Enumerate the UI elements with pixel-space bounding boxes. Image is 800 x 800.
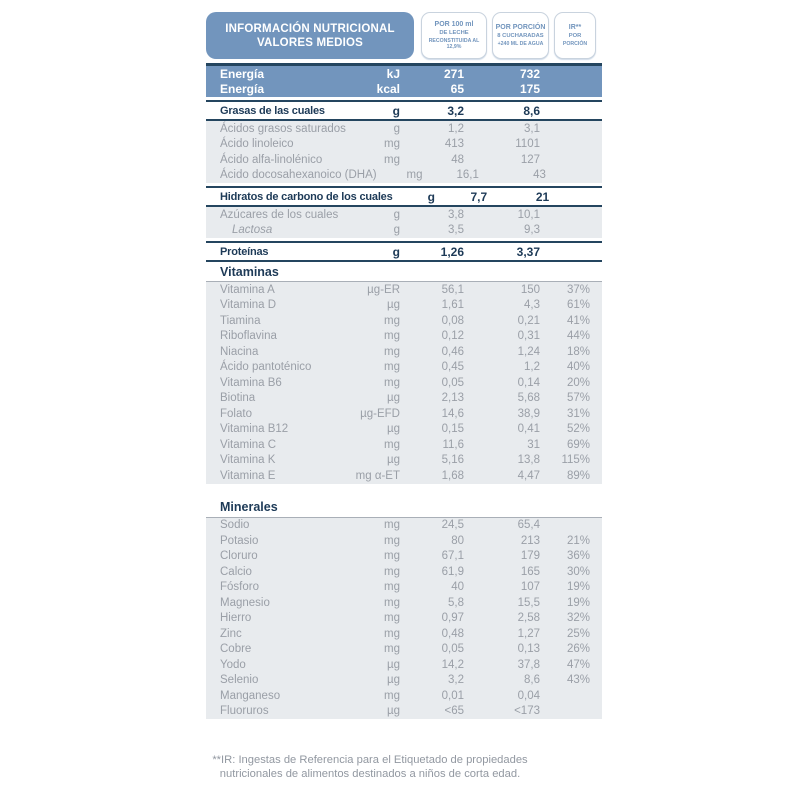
cell-label: Lactosa <box>232 224 273 237</box>
cell-unit: mg <box>384 689 400 702</box>
column-header-tab-3 <box>554 12 596 59</box>
nutrient-row <box>206 453 602 469</box>
nutrition-title-box <box>206 12 414 59</box>
nutrient-row <box>206 121 602 137</box>
cell-unit: mg <box>384 550 400 563</box>
cell-ir: 43% <box>566 674 590 687</box>
cell-unit: g <box>392 244 400 259</box>
cell-v1: 67,1 <box>441 550 464 563</box>
cell-ir: 20% <box>566 376 590 389</box>
cell-v1: 40 <box>451 581 464 594</box>
cell-v2: 0,21 <box>517 314 540 327</box>
cell-v2: 127 <box>520 153 540 166</box>
column-header-line: POR 100 ml <box>434 21 474 28</box>
cell-label: Energía <box>220 66 265 81</box>
nutrient-row <box>206 223 602 239</box>
cell-label: Ácido pantoténico <box>220 361 312 374</box>
nutrient-row <box>206 657 602 673</box>
cell-unit: mg <box>384 314 400 327</box>
cell-unit: µg <box>386 299 400 312</box>
column-header-line: 8 CUCHARADAS <box>497 33 544 39</box>
nutrient-row <box>206 152 602 168</box>
cell-unit: kcal <box>376 81 400 96</box>
nutrient-row <box>206 533 602 549</box>
cell-v1: 5,16 <box>441 454 464 467</box>
nutrient-row <box>206 344 602 360</box>
nutrient-row <box>206 704 602 720</box>
cell-unit: mg <box>384 627 400 640</box>
cell-v2: 1101 <box>515 138 540 151</box>
cell-label: Vitamina B12 <box>220 423 289 436</box>
cell-v2: 15,5 <box>517 596 540 609</box>
column-header-tab-2 <box>492 12 549 59</box>
cell-label: Biotina <box>220 392 256 405</box>
nutrient-row <box>206 422 602 438</box>
cell-v1: 3,8 <box>448 208 464 221</box>
cell-v1: 2,13 <box>441 392 464 405</box>
cell-label: Fósforo <box>220 581 259 594</box>
cell-unit: mg α-ET <box>355 469 400 482</box>
column-header-line: PORCIÓN <box>562 41 588 47</box>
section-title: Vitaminas <box>220 264 279 279</box>
cell-ir: 36% <box>566 550 590 563</box>
cell-v2: 150 <box>520 283 540 296</box>
section-title: Minerales <box>220 500 278 514</box>
cell-unit: kJ <box>386 66 400 81</box>
cell-v2: 4,3 <box>524 299 540 312</box>
title-line-1: INFORMACIÓN NUTRICIONAL <box>225 22 395 35</box>
cell-v1: 1,26 <box>440 244 464 259</box>
cell-ir: 21% <box>566 534 590 547</box>
nutrient-row <box>206 580 602 596</box>
cell-unit: mg <box>384 138 400 151</box>
column-header-line: IR** <box>568 24 582 31</box>
cell-unit: mg <box>384 345 400 358</box>
cell-label: Cobre <box>220 643 252 656</box>
cell-unit: mg <box>384 330 400 343</box>
cell-v2: 43 <box>533 169 546 182</box>
cell-v1: 0,12 <box>441 330 464 343</box>
cell-label: Vitamina C <box>220 438 277 451</box>
cell-v2: 8,6 <box>523 103 540 118</box>
column-header-line: RECONSTITUIDA AL 12,9% <box>428 38 480 50</box>
cell-v1: 14,2 <box>441 658 464 671</box>
nutrient-row <box>206 688 602 704</box>
cell-v1: 65 <box>450 81 464 96</box>
cell-unit: mg <box>384 596 400 609</box>
cell-v1: 61,9 <box>441 565 464 578</box>
cell-label: Folato <box>220 407 252 420</box>
cell-v1: 0,45 <box>441 361 464 374</box>
cell-label: Azúcares de los cuales <box>220 208 339 221</box>
cell-label: Fluoruros <box>220 705 269 718</box>
footnote <box>170 753 570 781</box>
cell-v2: 0,04 <box>517 689 540 702</box>
cell-label: Selenio <box>220 674 259 687</box>
cell-v2: 0,31 <box>517 330 540 343</box>
nutrient-row <box>206 360 602 376</box>
cell-v1: 14,6 <box>441 407 464 420</box>
footnote-line-2: nutricionales de alimentos destinados a niños de corta edad. <box>219 768 521 780</box>
nutrient-row <box>206 642 602 658</box>
cell-v1: 0,01 <box>441 689 464 702</box>
column-header-line: POR <box>568 33 582 39</box>
cell-unit: mg <box>384 438 400 451</box>
nutrient-row <box>206 391 602 407</box>
nutrient-row <box>206 207 602 223</box>
cell-unit: mg <box>406 169 423 182</box>
cell-label: Hidratos de carbono de los cuales <box>220 190 393 203</box>
cell-v1: 0,97 <box>441 612 464 625</box>
cell-label: Ácidos grasos saturados <box>220 122 346 135</box>
cell-unit: g <box>427 189 435 204</box>
title-line-2: VALORES MEDIOS <box>256 36 364 49</box>
cell-unit: µg <box>386 423 400 436</box>
cell-v2: 21 <box>535 189 550 204</box>
cell-label: Calcio <box>220 565 252 578</box>
cell-v2: 2,58 <box>517 612 540 625</box>
cell-ir: 31% <box>566 407 590 420</box>
cell-unit: mg <box>384 361 400 374</box>
label-header <box>206 12 602 59</box>
nutrient-row <box>206 406 602 422</box>
cell-v2: 213 <box>520 534 540 547</box>
nutrient-row <box>206 468 602 484</box>
cell-label: Sodio <box>220 519 250 532</box>
cell-v1: 271 <box>443 66 464 81</box>
nutrition-facts-label <box>206 12 602 719</box>
cell-v1: 3,2 <box>447 103 464 118</box>
cell-v2: 5,68 <box>517 392 540 405</box>
cell-v2: 10,1 <box>517 208 540 221</box>
nutrient-row <box>206 626 602 642</box>
nutrient-row <box>206 375 602 391</box>
cell-v2: <173 <box>514 705 540 718</box>
cell-unit: µg <box>386 454 400 467</box>
cell-v2: 1,27 <box>517 627 540 640</box>
cell-v2: 0,41 <box>517 423 540 436</box>
cell-unit: mg <box>384 376 400 389</box>
cell-v1: 80 <box>451 534 464 547</box>
nutrient-row <box>206 549 602 565</box>
nutrient-row <box>206 186 602 207</box>
nutrient-row <box>206 80 602 97</box>
nutrient-row <box>206 329 602 345</box>
nutrient-row <box>206 673 602 689</box>
cell-v1: 48 <box>451 153 464 166</box>
cell-ir: 89% <box>566 469 590 482</box>
nutrient-row <box>206 241 602 262</box>
column-header-line: POR PORCIÓN <box>495 24 546 31</box>
cell-label: Cloruro <box>220 550 258 563</box>
cell-ir: 57% <box>566 392 590 405</box>
cell-v1: 1,61 <box>441 299 464 312</box>
cell-v2: 0,14 <box>517 376 540 389</box>
cell-v1: <65 <box>444 705 464 718</box>
cell-label: Vitamina E <box>220 469 276 482</box>
cell-unit: mg <box>384 534 400 547</box>
section-header-row <box>206 262 602 282</box>
cell-ir: 18% <box>566 345 590 358</box>
nutrient-row <box>206 100 602 121</box>
cell-label: Vitamina A <box>220 283 275 296</box>
cell-ir: 32% <box>566 612 590 625</box>
cell-label: Yodo <box>220 658 246 671</box>
cell-unit: mg <box>384 565 400 578</box>
cell-v1: 7,7 <box>470 189 488 204</box>
cell-v2: 732 <box>519 66 540 81</box>
cell-v2: 13,8 <box>517 454 540 467</box>
cell-unit: g <box>393 208 400 221</box>
nutrient-row <box>206 168 602 184</box>
cell-v1: 5,8 <box>448 596 464 609</box>
cell-v2: 0,13 <box>517 643 540 656</box>
footnote-line-1: **IR: Ingestas de Referencia para el Etiquetado de propiedades <box>212 754 528 766</box>
cell-ir: 26% <box>566 643 590 656</box>
cell-v2: 3,37 <box>516 244 540 259</box>
cell-label: Ácido linoleico <box>220 138 294 151</box>
cell-v1: 0,08 <box>441 314 464 327</box>
cell-label: Grasas de las cuales <box>220 104 325 117</box>
cell-ir: 61% <box>566 299 590 312</box>
nutrient-row <box>206 437 602 453</box>
column-header-line: +240 ML DE AGUA <box>497 41 544 47</box>
cell-label: Proteínas <box>220 245 269 258</box>
cell-unit: µg <box>386 674 400 687</box>
cell-label: Vitamina K <box>220 454 276 467</box>
cell-unit: µg <box>386 705 400 718</box>
cell-label: Vitamina B6 <box>220 376 282 389</box>
cell-ir: 47% <box>566 658 590 671</box>
cell-ir: 25% <box>566 627 590 640</box>
nutrient-row <box>206 63 602 80</box>
cell-unit: mg <box>384 643 400 656</box>
section-header-row <box>206 498 602 518</box>
cell-v1: 0,48 <box>441 627 464 640</box>
cell-v2: 9,3 <box>524 224 540 237</box>
cell-label: Niacina <box>220 345 259 358</box>
cell-label: Ácido alfa-linolénico <box>220 153 323 166</box>
cell-v2: 3,1 <box>524 122 540 135</box>
cell-unit: g <box>393 224 400 237</box>
cell-ir: 52% <box>566 423 590 436</box>
cell-label: Tiamina <box>220 314 261 327</box>
cell-unit: mg <box>384 612 400 625</box>
cell-v2: 165 <box>520 565 540 578</box>
cell-v1: 24,5 <box>441 519 464 532</box>
cell-v1: 11,6 <box>442 438 464 451</box>
cell-v2: 31 <box>527 438 540 451</box>
cell-v1: 0,05 <box>441 376 464 389</box>
cell-ir: 40% <box>566 361 590 374</box>
cell-label: Manganeso <box>220 689 281 702</box>
cell-v2: 1,2 <box>524 361 540 374</box>
nutrient-row <box>206 137 602 153</box>
nutrient-row <box>206 595 602 611</box>
cell-label: Hierro <box>220 612 252 625</box>
column-header-tab-1 <box>421 12 487 59</box>
cell-v2: 8,6 <box>524 674 540 687</box>
cell-v2: 107 <box>520 581 540 594</box>
cell-unit: µg <box>386 392 400 405</box>
cell-label: Riboflavina <box>220 330 277 343</box>
cell-unit: µg <box>386 658 400 671</box>
cell-label: Ácido docosahexanoico (DHA) <box>220 169 377 182</box>
cell-label: Energía <box>220 81 265 96</box>
cell-v1: 1,2 <box>448 122 464 135</box>
cell-ir: 19% <box>566 596 590 609</box>
nutrient-row <box>206 282 602 298</box>
cell-unit: µg-EFD <box>360 407 400 420</box>
cell-unit: mg <box>384 519 400 532</box>
cell-ir: 44% <box>566 330 590 343</box>
cell-v2: 38,9 <box>517 407 540 420</box>
column-header-line: DE LECHE <box>439 30 469 36</box>
cell-v2: 4,47 <box>517 469 540 482</box>
nutrient-row <box>206 518 602 534</box>
cell-v1: 1,68 <box>441 469 464 482</box>
cell-v1: 16,1 <box>456 169 479 182</box>
cell-v1: 0,46 <box>441 345 464 358</box>
cell-ir: 41% <box>566 314 590 327</box>
cell-v1: 3,5 <box>448 224 464 237</box>
cell-ir: 115% <box>561 454 590 467</box>
cell-v2: 175 <box>519 81 540 96</box>
cell-v2: 1,24 <box>517 345 540 358</box>
cell-ir: 30% <box>566 565 590 578</box>
cell-unit: g <box>392 103 400 118</box>
nutrient-row <box>206 611 602 627</box>
cell-label: Vitamina D <box>220 299 277 312</box>
cell-v1: 413 <box>444 138 464 151</box>
cell-v2: 179 <box>520 550 540 563</box>
nutrient-row <box>206 313 602 329</box>
cell-ir: 37% <box>566 283 590 296</box>
cell-ir: 69% <box>566 438 590 451</box>
cell-unit: g <box>393 122 400 135</box>
cell-v1: 0,05 <box>441 643 464 656</box>
nutrient-row <box>206 298 602 314</box>
cell-v2: 37,8 <box>517 658 540 671</box>
cell-unit: mg <box>384 153 400 166</box>
column-header-tabs <box>421 12 602 59</box>
cell-unit: mg <box>384 581 400 594</box>
cell-label: Zinc <box>220 627 242 640</box>
cell-unit: µg-ER <box>367 283 400 296</box>
cell-label: Magnesio <box>220 596 270 609</box>
nutrient-row <box>206 564 602 580</box>
cell-v1: 3,2 <box>448 674 464 687</box>
nutrition-table <box>206 63 602 719</box>
cell-label: Potasio <box>220 534 259 547</box>
cell-v2: 65,4 <box>517 519 540 532</box>
cell-v1: 56,1 <box>441 283 464 296</box>
cell-ir: 19% <box>566 581 590 594</box>
cell-v1: 0,15 <box>441 423 464 436</box>
